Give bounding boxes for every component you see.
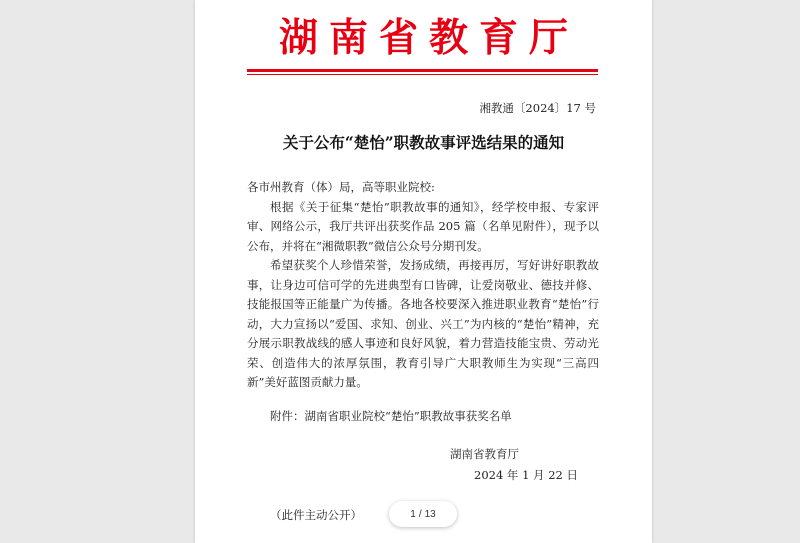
document-title: 关于公布“楚怡”职教故事评选结果的通知 [282, 133, 565, 152]
paragraph-1: 根据《关于征集“楚怡”职教故事的通知》，经学校申报、专家评审、网络公示，我厅共评出获奖作品 205 篇（名单见附件），现予以公布，并将在“湘微职教”微信公众号分期刊发。 [247, 199, 599, 253]
page-separator: / [418, 508, 422, 520]
total-page-count: 13 [424, 508, 436, 520]
document-body [247, 178, 599, 393]
disclosure-note: （此件主动公开） [270, 508, 362, 522]
attachment-note: 附件：湖南省职业院校“楚怡”职教故事获奖名单 [270, 409, 512, 423]
salutation: 各市州教育（体）局，高等职业院校: [247, 180, 435, 194]
current-page-number: 1 [410, 508, 416, 520]
masthead-title: 湖南省教育厅 [278, 15, 579, 61]
issuer-signature: 湖南省教育厅 [450, 447, 519, 461]
paragraph-2: 希望获奖个人珍惜荣誉，发扬成绩，再接再厉，写好讲好职教故事，让身边可信可学的先进典型有口皆碑，让爱岗敬业、德技并修、技能报国等正能量广为传播。各地各校要深入推进职业教育“楚怡”行动，大力宣扬以“爱国、求知、创业、兴工”为内核的“楚怡”精神，充分展示职教战线的感人事迹和良好风貌，着力营造技能宝贵、劳动光荣、创造伟大的浓厚氛围，教育引导广大职教师生为实现“三高四新”美好蓝图贡献力量。 [247, 258, 599, 389]
document-number: 湘教通〔2024〕17 号 [479, 101, 596, 115]
issue-date: 2024 年 1 月 22 日 [474, 468, 578, 482]
masthead-rule-thick [247, 69, 598, 72]
masthead-rule-thin [247, 74, 598, 75]
page-indicator[interactable] [389, 501, 457, 527]
document-page [195, 0, 652, 543]
